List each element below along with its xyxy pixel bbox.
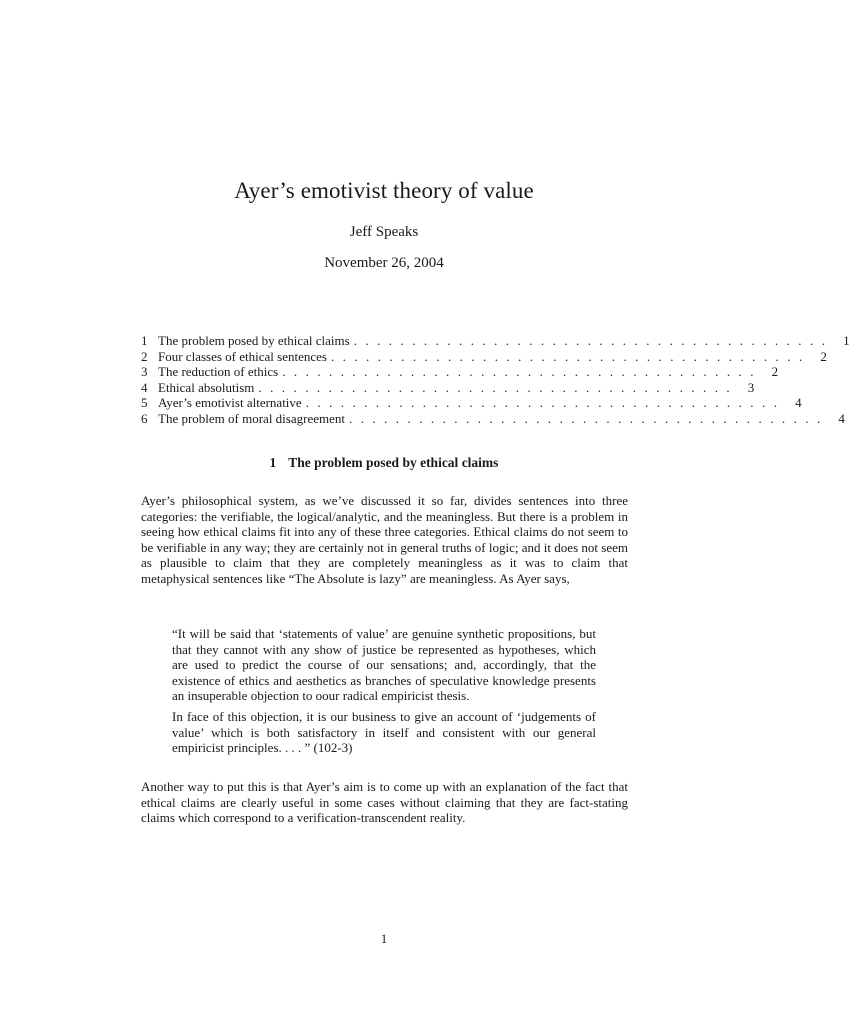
toc-entry-title: Ethical absolutism [158,379,255,395]
toc-entry-number: 1 [141,333,148,348]
toc-entry[interactable] [141,348,827,365]
author-name: Jeff Speaks [349,224,419,240]
quote-paragraph: “It will be said that ‘statements of value’ are genuine synthetic propositions, but that they cannot with any show of justice be represented as hypotheses, which are used to predict the course of our sensations; and, accordingly, that the existence of ethics and aesthetics as branches of speculative knowledge presents an insuperable objection to oour radical empiricist thesis. [172,626,596,704]
toc-entry-page: 1 [843,333,850,348]
toc-leader-dots: . . . . . . . . . . . . . . . . . . . . . . . . . . . . . . . . . . . . . . . . . [305,395,780,411]
toc-leader-dots: . . . . . . . . . . . . . . . . . . . . . . . . . . . . . . . . . . . . . . . . . [353,333,828,348]
toc-entry-number: 6 [141,410,148,426]
toc-entry-title: Four classes of ethical sentences [158,348,327,364]
toc-entry-page: 3 [747,379,755,395]
toc-entry-number: 4 [141,379,148,395]
page-number: 1 [380,931,388,946]
toc-leader-dots: . . . . . . . . . . . . . . . . . . . . . . . . . . . . . . . . . . . . . . . . . [349,410,823,426]
toc-entry-number: 3 [141,364,148,380]
toc-entry[interactable] [141,379,755,396]
toc-entry[interactable] [141,395,802,411]
toc-entry-title: The problem of moral disagreement [158,410,345,426]
toc-entry[interactable] [141,410,845,427]
toc-entry-title: Ayer’s emotivist alternative [158,395,302,411]
body-paragraph: Ayer’s philosophical system, as we’ve discussed it so far, divides sentences into three categories: the verifiable, the logical/analytic, and the meaningless. But there is a problem in seeing how ethical claims fit into any of these three categories. Ethical claims do not seem to be verifiable in any way; they are certainly not in general truths of logic; and it does not seem as plausible to claim that they are completely meaningless as it was to claim that metaphysical sentences like “The Absolute is lazy” are meaningless. As Ayer says, [141,493,628,586]
block-quote [172,626,596,761]
toc-leader-dots: . . . . . . . . . . . . . . . . . . . . . . . . . . . . . . . . . . . . . . . . . [330,348,805,364]
toc-entry-page: 4 [838,410,845,426]
toc-entry-title: The reduction of ethics [158,364,279,380]
toc-entry[interactable] [141,333,850,349]
document-title: Ayer’s emotivist theory of value [234,178,534,203]
toc-entry-page: 2 [820,348,827,364]
toc-entry-title: The problem posed by ethical claims [158,333,350,348]
toc-entry-number: 2 [141,348,148,364]
toc-entry-number: 5 [141,395,148,411]
table-of-contents [141,333,850,427]
quote-paragraph: In face of this objection, it is our business to give an account of ‘judgements of value’ which is both satisfactory in itself and consistent with our general empiricist principles. . . . ” (102-3) [172,708,596,756]
toc-entry-page: 4 [795,395,802,411]
section-number: 1 [269,455,277,470]
section-title: The problem posed by ethical claims [288,455,499,470]
toc-leader-dots: . . . . . . . . . . . . . . . . . . . . . . . . . . . . . . . . . . . . . . . . . [258,379,733,395]
section-heading [0,455,768,471]
document-date: November 26, 2004 [324,255,444,271]
toc-entry[interactable] [141,364,779,380]
body-paragraph: Another way to put this is that Ayer’s aim is to come up with an explanation of the fact that ethical claims are clearly useful in some cases without claiming that they are fact-stating claims which correspond to a verification-transcendent reality. [141,779,628,826]
toc-leader-dots: . . . . . . . . . . . . . . . . . . . . . . . . . . . . . . . . . . . . . . . . . [282,364,757,380]
toc-entry-page: 2 [771,364,779,380]
